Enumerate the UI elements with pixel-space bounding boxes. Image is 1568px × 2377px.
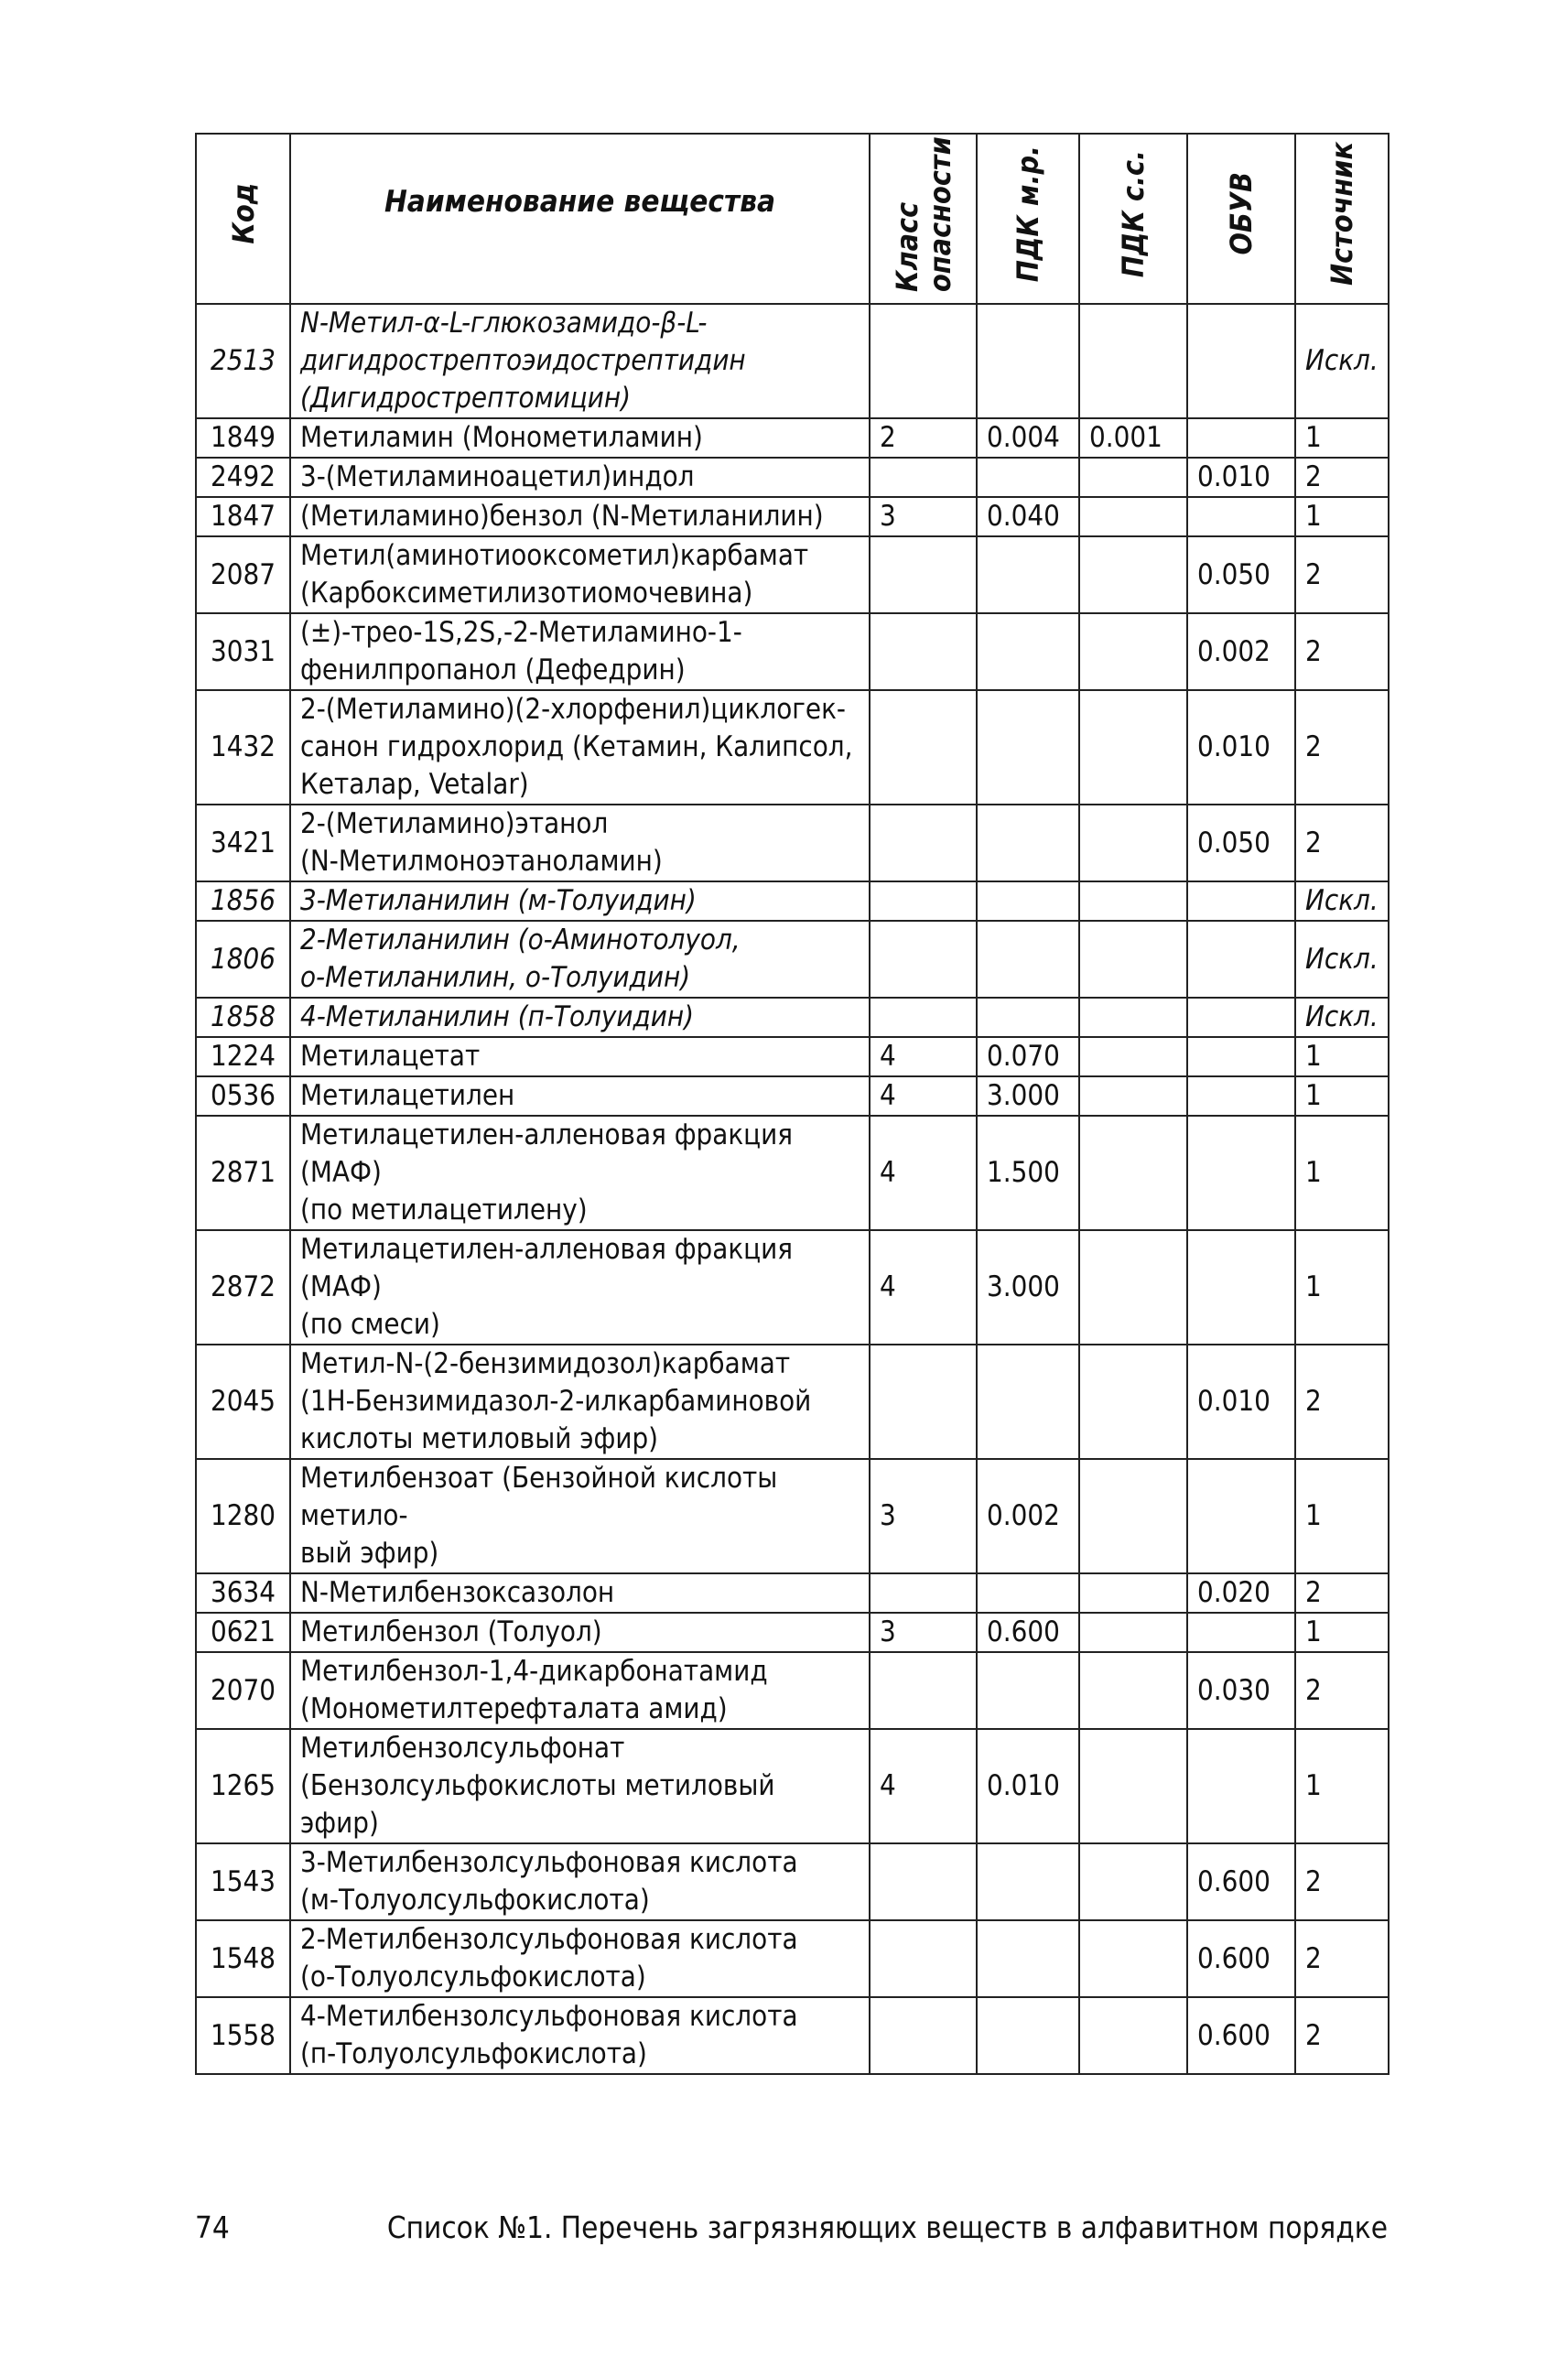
row-code: 1224 (196, 1037, 290, 1076)
row-code: 1543 (196, 1843, 290, 1920)
row-pdk-mr (977, 1345, 1079, 1459)
row-obuv (1187, 1230, 1295, 1345)
substance-name-line: N-Метилбензоксазолон (300, 1576, 615, 1609)
table-row (196, 1997, 1389, 2074)
row-hazard-class: 3 (870, 1459, 977, 1573)
row-substance-name (290, 921, 870, 998)
row-obuv: 0.010 (1187, 458, 1295, 497)
row-substance-name (290, 1230, 870, 1345)
row-pdk-mr (977, 613, 1079, 690)
row-obuv (1187, 998, 1295, 1037)
row-pdk-ss (1079, 998, 1187, 1037)
row-hazard-class: 4 (870, 1230, 977, 1345)
row-hazard-class (870, 881, 977, 921)
table-row (196, 497, 1389, 536)
row-code: 1548 (196, 1920, 290, 1997)
table-row (196, 613, 1389, 690)
row-pdk-ss (1079, 805, 1187, 881)
row-pdk-ss (1079, 1729, 1187, 1843)
row-pdk-ss (1079, 1076, 1187, 1116)
row-hazard-class (870, 458, 977, 497)
substance-name-line: N-Метил-α-L-глюкозамидо-β-L- (300, 307, 708, 340)
substance-name-line: 4-Метиланилин (п-Толуидин) (300, 1000, 694, 1033)
row-substance-name (290, 1613, 870, 1652)
substance-name-line: 2-Метилбензолсульфоновая кислота (300, 1923, 798, 1956)
table-row (196, 1116, 1389, 1230)
row-substance-name (290, 418, 870, 458)
row-source: 2 (1295, 805, 1389, 881)
row-obuv (1187, 1116, 1295, 1230)
row-code: 1432 (196, 690, 290, 805)
row-pdk-ss (1079, 1345, 1187, 1459)
substance-name-line: 3-Метиланилин (м-Толуидин) (300, 884, 697, 917)
row-obuv: 0.050 (1187, 805, 1295, 881)
substance-name-line: 2-(Метиламино)этанол (300, 807, 609, 840)
row-code: 1847 (196, 497, 290, 536)
row-pdk-ss (1079, 536, 1187, 613)
substance-name-line: (по смеси) (300, 1308, 440, 1341)
substance-name-line: Метилбензол (Толуол) (300, 1615, 602, 1648)
row-pdk-ss (1079, 1652, 1187, 1729)
row-substance-name (290, 690, 870, 805)
row-obuv (1187, 304, 1295, 418)
substance-name-line: Метилацетилен-алленовая фракция (МАФ) (300, 1233, 794, 1303)
row-obuv (1187, 497, 1295, 536)
row-pdk-mr (977, 881, 1079, 921)
row-obuv: 0.050 (1187, 536, 1295, 613)
row-code: 1849 (196, 418, 290, 458)
row-pdk-ss (1079, 1997, 1187, 2074)
header-source: Источник (1295, 134, 1389, 304)
row-pdk-ss (1079, 881, 1187, 921)
row-code: 1858 (196, 998, 290, 1037)
substance-name-line: Метилацетилен-алленовая фракция (МАФ) (300, 1118, 794, 1189)
page-caption: Список №1. Перечень загрязняющих веществ в алфавитном порядке (386, 2210, 1388, 2245)
substance-name-line: Метиламин (Монометиламин) (300, 421, 703, 454)
row-code: 2492 (196, 458, 290, 497)
substance-name-line: Метил(аминотиооксометил)карбамат (300, 539, 809, 572)
row-code: 3421 (196, 805, 290, 881)
substance-name-line: (Метиламино)бензол (N-Метиланилин) (300, 500, 824, 533)
row-hazard-class: 4 (870, 1729, 977, 1843)
table-row (196, 1037, 1389, 1076)
header-name: Наименование вещества (290, 134, 870, 304)
row-pdk-mr: 0.600 (977, 1613, 1079, 1652)
row-pdk-ss (1079, 1459, 1187, 1573)
row-pdk-ss (1079, 458, 1187, 497)
row-code: 3031 (196, 613, 290, 690)
row-hazard-class (870, 1997, 977, 2074)
substance-name-line: (N-Метилмоноэтаноламин) (300, 845, 663, 878)
row-source: 1 (1295, 1613, 1389, 1652)
substance-name-line: Метилацетилен (300, 1079, 515, 1112)
row-hazard-class: 4 (870, 1116, 977, 1230)
row-hazard-class: 2 (870, 418, 977, 458)
substance-name-line: 2-(Метиламино)(2-хлорфенил)циклогек- (300, 693, 846, 726)
header-row (196, 134, 1389, 304)
row-substance-name (290, 536, 870, 613)
row-pdk-ss (1079, 1843, 1187, 1920)
row-source: 2 (1295, 1573, 1389, 1613)
row-code: 2087 (196, 536, 290, 613)
row-hazard-class (870, 1843, 977, 1920)
substance-name-line: вый эфир) (300, 1537, 439, 1570)
row-pdk-ss (1079, 1230, 1187, 1345)
row-source: 2 (1295, 1843, 1389, 1920)
row-pdk-mr: 3.000 (977, 1076, 1079, 1116)
row-source: Искл. (1295, 304, 1389, 418)
row-pdk-mr (977, 1843, 1079, 1920)
substances-table (195, 133, 1390, 2075)
table-row (196, 1345, 1389, 1459)
header-pdk-ss: ПДК с.с. (1079, 134, 1187, 304)
row-hazard-class (870, 805, 977, 881)
header-hazard-class: Класс опасности (870, 134, 977, 304)
row-code: 2045 (196, 1345, 290, 1459)
row-substance-name (290, 497, 870, 536)
row-hazard-class (870, 1573, 977, 1613)
row-hazard-class (870, 1345, 977, 1459)
row-hazard-class: 4 (870, 1037, 977, 1076)
row-source: 2 (1295, 458, 1389, 497)
substance-name-line: (п-Толуолсульфокислота) (300, 2037, 647, 2070)
row-source: 2 (1295, 1997, 1389, 2074)
table-row (196, 1230, 1389, 1345)
row-pdk-mr: 1.500 (977, 1116, 1079, 1230)
row-pdk-mr (977, 458, 1079, 497)
row-pdk-mr: 0.070 (977, 1037, 1079, 1076)
row-pdk-ss (1079, 304, 1187, 418)
row-pdk-mr (977, 1573, 1079, 1613)
row-pdk-mr (977, 1920, 1079, 1997)
table-row (196, 1652, 1389, 1729)
substance-name-line: 3-Метилбензолсульфоновая кислота (300, 1846, 798, 1879)
row-pdk-ss (1079, 1920, 1187, 1997)
row-obuv: 0.030 (1187, 1652, 1295, 1729)
header-obuv: ОБУВ (1187, 134, 1295, 304)
table-row (196, 921, 1389, 998)
row-code: 0536 (196, 1076, 290, 1116)
row-source: 1 (1295, 418, 1389, 458)
row-obuv: 0.600 (1187, 1920, 1295, 1997)
row-source: Искл. (1295, 921, 1389, 998)
substance-name-line: Метилацетат (300, 1040, 481, 1073)
table-row (196, 1076, 1389, 1116)
row-substance-name (290, 458, 870, 497)
row-pdk-mr: 0.040 (977, 497, 1079, 536)
row-pdk-mr (977, 536, 1079, 613)
substance-name-line: о-Метиланилин, о-Толуидин) (300, 961, 691, 994)
row-hazard-class: 4 (870, 1076, 977, 1116)
row-pdk-mr (977, 1652, 1079, 1729)
row-pdk-mr (977, 921, 1079, 998)
row-substance-name (290, 998, 870, 1037)
table-row (196, 881, 1389, 921)
row-pdk-ss: 0.001 (1079, 418, 1187, 458)
row-substance-name (290, 881, 870, 921)
row-pdk-ss (1079, 1573, 1187, 1613)
page-number: 74 (195, 2210, 230, 2245)
row-substance-name (290, 1037, 870, 1076)
row-code: 0621 (196, 1613, 290, 1652)
table-row (196, 1613, 1389, 1652)
row-obuv: 0.600 (1187, 1997, 1295, 2074)
row-hazard-class (870, 304, 977, 418)
row-hazard-class (870, 921, 977, 998)
substance-name-line: (Карбоксиметилизотиомочевина) (300, 577, 753, 610)
row-pdk-ss (1079, 690, 1187, 805)
row-pdk-mr (977, 998, 1079, 1037)
row-obuv (1187, 881, 1295, 921)
row-code: 2871 (196, 1116, 290, 1230)
row-pdk-ss (1079, 1116, 1187, 1230)
row-obuv: 0.600 (1187, 1843, 1295, 1920)
row-source: 2 (1295, 1652, 1389, 1729)
table-row (196, 1729, 1389, 1843)
row-code: 1558 (196, 1997, 290, 2074)
row-source: 1 (1295, 497, 1389, 536)
row-source: 2 (1295, 536, 1389, 613)
substance-name-line: Метилбензоат (Бензойной кислоты метило- (300, 1462, 778, 1532)
row-pdk-mr (977, 690, 1079, 805)
row-obuv (1187, 418, 1295, 458)
row-pdk-ss (1079, 921, 1187, 998)
row-substance-name (290, 613, 870, 690)
row-obuv (1187, 1459, 1295, 1573)
substance-name-line: (±)-трео-1S,2S,-2-Метиламино-1- (300, 616, 742, 649)
substance-name-line: кислоты метиловый эфир) (300, 1422, 659, 1455)
substance-name-line: (Монометилтерефталата амид) (300, 1692, 728, 1725)
row-pdk-mr: 0.010 (977, 1729, 1079, 1843)
table-row (196, 1573, 1389, 1613)
substance-name-line: 3-(Метиламиноацетил)индол (300, 460, 695, 493)
row-obuv: 0.020 (1187, 1573, 1295, 1613)
row-obuv (1187, 1076, 1295, 1116)
row-code: 2872 (196, 1230, 290, 1345)
header-pdk-mr: ПДК м.р. (977, 134, 1079, 304)
substance-name-line: Метилбензол-1,4-дикарбонатамид (300, 1655, 768, 1688)
row-code: 3634 (196, 1573, 290, 1613)
substance-name-line: 4-Метилбензолсульфоновая кислота (300, 2000, 798, 2033)
row-hazard-class (870, 536, 977, 613)
row-source: 2 (1295, 613, 1389, 690)
row-source: 2 (1295, 1920, 1389, 1997)
row-obuv (1187, 1613, 1295, 1652)
row-substance-name (290, 1116, 870, 1230)
table-row (196, 458, 1389, 497)
row-source: 1 (1295, 1459, 1389, 1573)
row-pdk-mr (977, 805, 1079, 881)
row-pdk-mr: 0.004 (977, 418, 1079, 458)
table-row (196, 304, 1389, 418)
row-source: 1 (1295, 1076, 1389, 1116)
row-substance-name (290, 1345, 870, 1459)
substance-name-line: санон гидрохлорид (Кетамин, Калипсол, (300, 730, 853, 763)
row-obuv (1187, 1037, 1295, 1076)
table-row (196, 690, 1389, 805)
substance-name-line: 2-Метиланилин (о-Аминотолуол, (300, 924, 741, 956)
substance-name-line: (Дигидрострептомицин) (300, 382, 631, 415)
row-hazard-class (870, 690, 977, 805)
row-source: 1 (1295, 1037, 1389, 1076)
row-pdk-mr (977, 304, 1079, 418)
substance-name-line: (по метилацетилену) (300, 1194, 588, 1226)
row-substance-name (290, 1459, 870, 1573)
table-row (196, 536, 1389, 613)
row-obuv (1187, 921, 1295, 998)
row-obuv (1187, 1729, 1295, 1843)
row-substance-name (290, 1843, 870, 1920)
table-row (196, 805, 1389, 881)
substance-name-line: дигидрострептоэидострептидин (300, 344, 746, 377)
row-hazard-class (870, 1652, 977, 1729)
substance-name-line: (м-Толуолсульфокислота) (300, 1884, 650, 1917)
row-pdk-mr: 3.000 (977, 1230, 1079, 1345)
row-code: 2070 (196, 1652, 290, 1729)
row-hazard-class (870, 998, 977, 1037)
row-code: 1856 (196, 881, 290, 921)
row-source: Искл. (1295, 998, 1389, 1037)
row-obuv: 0.010 (1187, 1345, 1295, 1459)
row-obuv: 0.002 (1187, 613, 1295, 690)
substance-name-line: (1Н-Бензимидазол-2-илкарбаминовой (300, 1385, 812, 1418)
substance-name-line: (о-Толуолсульфокислота) (300, 1961, 646, 1993)
row-substance-name (290, 1729, 870, 1843)
row-substance-name (290, 304, 870, 418)
row-pdk-mr: 0.002 (977, 1459, 1079, 1573)
table-row (196, 418, 1389, 458)
row-substance-name (290, 1920, 870, 1997)
row-substance-name (290, 1652, 870, 1729)
row-source: 1 (1295, 1116, 1389, 1230)
table-row (196, 1459, 1389, 1573)
row-code: 1265 (196, 1729, 290, 1843)
row-source: 2 (1295, 690, 1389, 805)
row-substance-name (290, 1997, 870, 2074)
row-code: 1280 (196, 1459, 290, 1573)
row-hazard-class: 3 (870, 1613, 977, 1652)
row-substance-name (290, 1076, 870, 1116)
row-source: Искл. (1295, 881, 1389, 921)
row-source: 2 (1295, 1345, 1389, 1459)
row-hazard-class (870, 613, 977, 690)
row-obuv: 0.010 (1187, 690, 1295, 805)
row-code: 2513 (196, 304, 290, 418)
substance-name-line: Кеталар, Vetalar) (300, 768, 529, 801)
substance-name-line: (Бензолсульфокислоты метиловый эфир) (300, 1769, 775, 1840)
row-pdk-ss (1079, 497, 1187, 536)
row-pdk-ss (1079, 613, 1187, 690)
row-pdk-ss (1079, 1037, 1187, 1076)
row-substance-name (290, 805, 870, 881)
header-code: Код (196, 134, 290, 304)
row-hazard-class (870, 1920, 977, 1997)
row-code: 1806 (196, 921, 290, 998)
table-row (196, 1920, 1389, 1997)
substance-name-line: фенилпропанол (Дефедрин) (300, 654, 686, 686)
table-row (196, 1843, 1389, 1920)
substance-name-line: Метилбензолсульфонат (300, 1732, 625, 1765)
substance-name-line: Метил-N-(2-бензимидозол)карбамат (300, 1347, 791, 1380)
row-source: 1 (1295, 1230, 1389, 1345)
row-source: 1 (1295, 1729, 1389, 1843)
table-row (196, 998, 1389, 1037)
row-hazard-class: 3 (870, 497, 977, 536)
row-pdk-mr (977, 1997, 1079, 2074)
row-pdk-ss (1079, 1613, 1187, 1652)
row-substance-name (290, 1573, 870, 1613)
